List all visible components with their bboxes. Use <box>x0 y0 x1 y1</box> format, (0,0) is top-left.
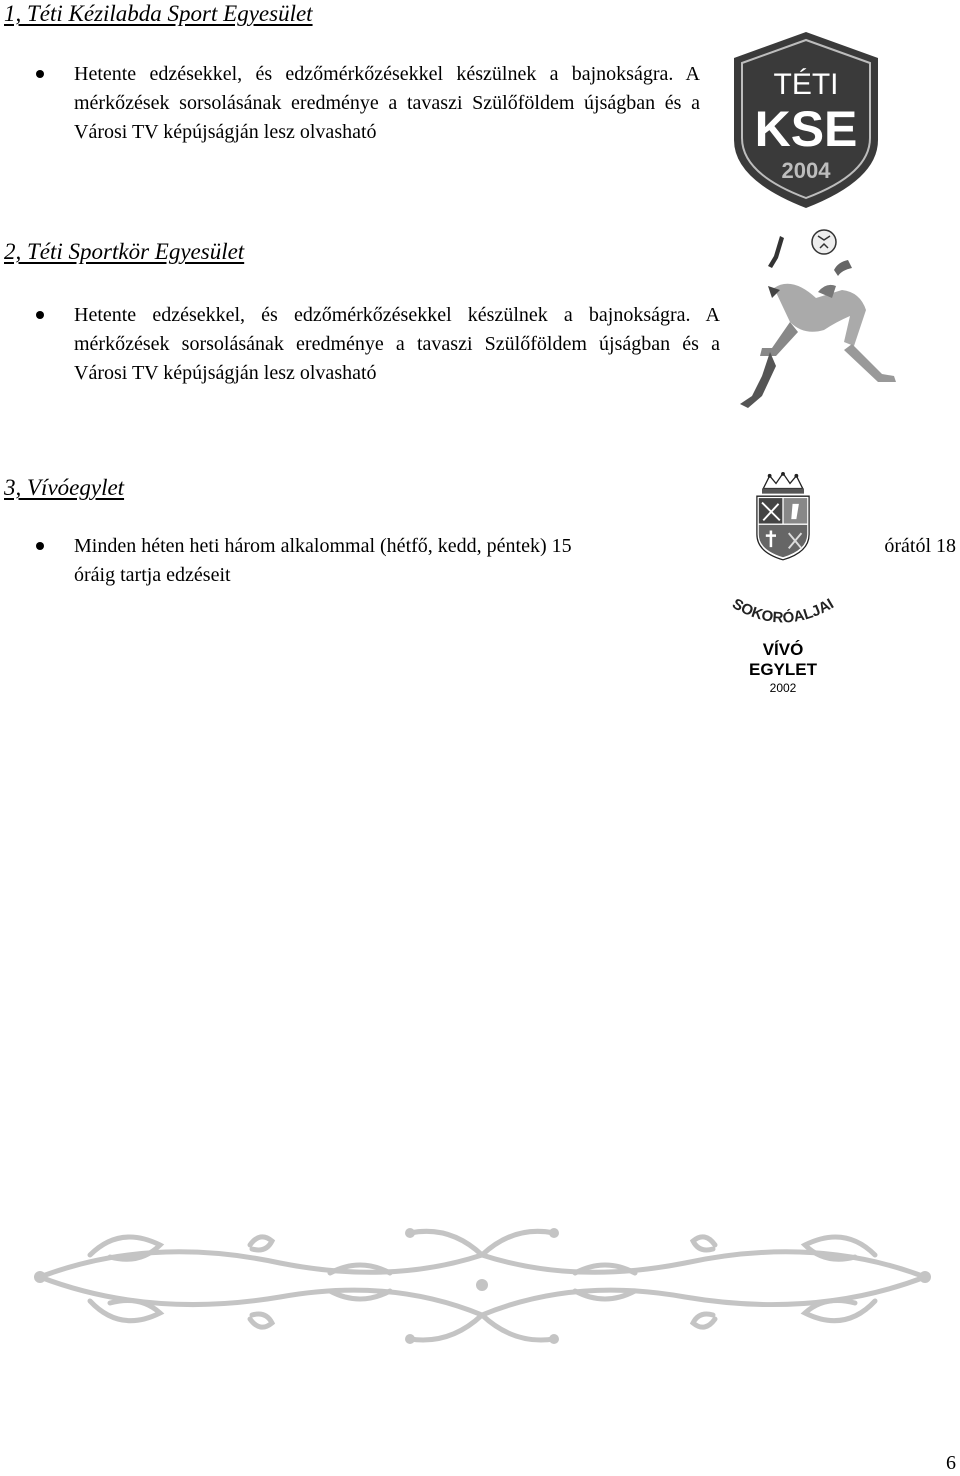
sokoroaljai-vivo-egylet-logo <box>708 472 858 695</box>
kse-line1: TÉTI <box>773 68 839 101</box>
vivo-arc-label: SOKORÓALJAI <box>729 596 837 627</box>
section-2-item <box>0 301 720 388</box>
section-3-text-part1: Minden héten heti három alkalommal (hétfő, kedd, péntek) 15 <box>74 535 572 557</box>
section-1-text: Hetente edzésekkel, és edzőmérkőzésekkel készülnek a bajnokságra. A mérkőzések sorsolásának eredménye a tavaszi Szülőföldem újságban és a Városi TV képújságján lesz olvasható <box>74 63 700 143</box>
section-1-item <box>0 60 700 147</box>
vivo-line2: EGYLET <box>748 660 817 679</box>
kse-line2: KSE <box>754 101 858 157</box>
floral-ornament-icon <box>30 1215 935 1355</box>
vivo-arc-text-icon <box>708 596 858 640</box>
teti-kse-logo <box>728 30 884 210</box>
vivo-line1: VÍVÓ <box>762 640 804 659</box>
bullet-icon <box>36 70 44 78</box>
section-2-list <box>0 301 720 388</box>
vivo-year: 2002 <box>769 681 797 695</box>
section-1-heading: 1, Téti Kézilabda Sport Egyesület <box>4 1 313 26</box>
section-3-text-part3: óráig tartja edzéseit <box>74 564 231 586</box>
crest-icon <box>708 472 858 612</box>
teti-kse-shield-icon <box>728 30 884 210</box>
section-3-heading: 3, Vívóegylet <box>4 475 125 500</box>
bullet-icon <box>36 311 44 319</box>
svg-text:SOKORÓALJAI <box>729 596 837 627</box>
section-2-heading: 2, Téti Sportkör Egyesület <box>4 239 245 264</box>
section-2-text: Hetente edzésekkel, és edzőmérkőzésekkel készülnek a bajnokságra. A mérkőzések sorsolásának eredménye a tavaszi Szülőföldem újságban és a Városi TV képújságján lesz olvasható <box>74 304 720 384</box>
section-3-text-part2: órától 18 <box>884 535 956 557</box>
floral-ornament <box>30 1215 935 1355</box>
soccer-player-logo <box>732 226 898 410</box>
kse-year: 2004 <box>781 158 831 183</box>
page-number: 6 <box>946 1452 956 1474</box>
section-1-list <box>0 60 700 147</box>
soccer-player-icon <box>732 226 898 410</box>
bullet-icon <box>36 542 44 550</box>
